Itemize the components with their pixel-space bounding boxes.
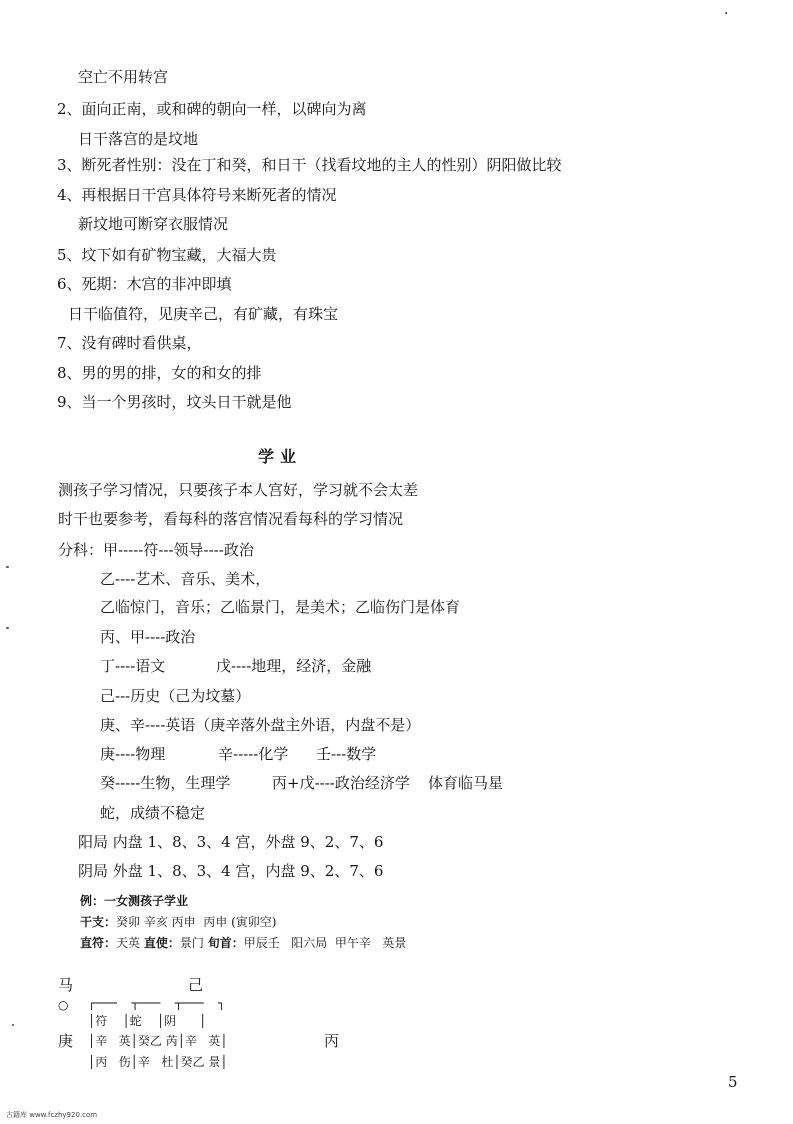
example-title: 例：一女测孩子学业 — [80, 894, 189, 908]
scan-speck — [6, 566, 9, 568]
text-line: 2、面向正南，或和碑的朝向一样，以碑向为离 — [57, 100, 367, 118]
diagram-top-border: ┌─── ┬─── ┬─── ┐ — [88, 996, 226, 1010]
text-line: 阴局 外盘 1、8、3、4 宫，内盘 9、2、7、6 — [78, 862, 384, 880]
text-line: 乙----艺术、音乐、美术， — [100, 570, 271, 588]
text-line: 体育临马星 — [428, 774, 504, 792]
diagram-geng: 庚 — [58, 1032, 74, 1050]
xunshou-value: 甲辰壬 — [243, 936, 280, 950]
text-line: 癸-----生物，生理学 — [100, 774, 231, 792]
diagram-row: │丙 伤│辛 杜│癸乙 景│ — [88, 1055, 228, 1069]
text-line: 6、死期：木宫的非冲即填 — [57, 275, 232, 293]
example-ganzhi — [80, 913, 276, 931]
text-line: 壬---数学 — [316, 745, 377, 763]
ganzhi-label: 干支： — [80, 915, 117, 929]
text-line: 庚----物理 — [100, 745, 166, 763]
diagram-circle: ○ — [58, 998, 69, 1012]
footer-watermark: 古籍库 www.fczhy920.com — [6, 1111, 98, 1119]
text-line: 乙临惊门，音乐；乙临景门，是美术；乙临伤门是体育 — [100, 598, 461, 616]
diagram-bing: 丙 — [324, 1032, 340, 1050]
section-title: 学业 — [258, 447, 303, 466]
diagram-row: │符 │蛇 │阴 │ — [88, 1014, 207, 1028]
text-line: 时干也要参考，看每科的落宫情况看每科的学习情况 — [58, 510, 404, 528]
zhishi-label: 直使： — [143, 936, 180, 950]
text-line: 日干临值符，见庚辛己，有矿藏，有珠宝 — [68, 305, 339, 323]
text-line: 蛇，成绩不稳定 — [100, 804, 206, 822]
wu-value: 甲午辛 — [334, 936, 371, 950]
text-line: 5、坟下如有矿物宝藏，大福大贵 — [57, 246, 277, 264]
zhifu-value: 天英 — [116, 936, 141, 950]
text-line: 己---历史（己为坟墓） — [100, 687, 251, 705]
text-line: 庚、辛----英语（庚辛落外盘主外语，内盘不是） — [100, 716, 421, 734]
text-line: 7、没有碑时看供桌， — [57, 334, 202, 352]
ying-value: 英景 — [382, 936, 407, 950]
diagram-ji: 己 — [188, 976, 204, 994]
text-line: 辛-----化学 — [218, 745, 289, 763]
text-line: 日干落宫的是坟地 — [78, 130, 199, 148]
diagram-row: │辛 英│癸乙 芮│辛 英│ — [88, 1034, 228, 1048]
text-line: 空亡不用转宫 — [78, 68, 169, 86]
scan-speck — [12, 1024, 14, 1026]
example-zhifu — [80, 934, 406, 952]
text-line: 丙、甲----政治 — [100, 628, 196, 646]
zhishi-value: 景门 — [179, 936, 204, 950]
text-line: 4、再根据日干宫具体符号来断死者的情况 — [57, 186, 337, 204]
ganzhi-value: 癸卯 辛亥 丙申 丙申 (寅卯空) — [116, 915, 277, 929]
page-number: 5 — [728, 1073, 738, 1091]
text-line: 3、断死者性别：没在丁和癸，和日干（找看坟地的主人的性别）阴阳做比较 — [57, 156, 562, 174]
ju-value: 阳六局 — [291, 936, 328, 950]
text-line: 测孩子学习情况，只要孩子本人宫好，学习就不会太差 — [58, 481, 419, 499]
corner-mark: · — [724, 6, 729, 22]
text-line: 阳局 内盘 1、8、3、4 宫，外盘 9、2、7、6 — [78, 833, 384, 851]
text-line: 丙+戊----政治经济学 — [272, 774, 410, 792]
text-line: 分科：甲-----符---领导----政治 — [58, 541, 254, 559]
text-line: 戊----地理，经济，金融 — [216, 657, 372, 675]
scan-speck — [6, 627, 9, 629]
diagram-ma: 马 — [58, 976, 74, 994]
xunshou-label: 旬首： — [207, 936, 244, 950]
text-line: 8、男的男的排，女的和女的排 — [57, 364, 262, 382]
text-line: 9、当一个男孩时，坟头日干就是他 — [57, 393, 292, 411]
zhifu-label: 直符： — [80, 936, 117, 950]
text-line: 新坟地可断穿衣服情况 — [78, 215, 229, 233]
text-line: 丁----语文 — [100, 657, 166, 675]
